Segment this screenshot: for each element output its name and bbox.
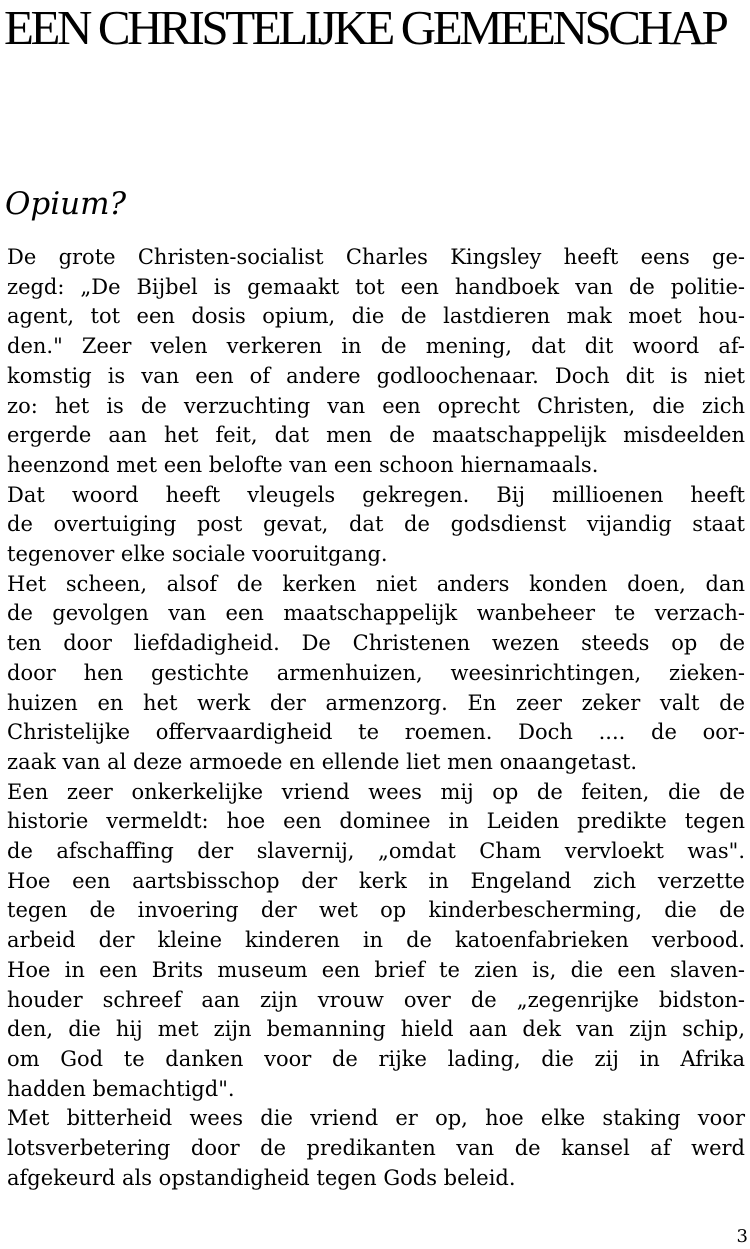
text-line: ergerde aan het feit, dat men de maatschappelijk misdeelden	[7, 423, 745, 448]
text-line: arbeid der kleine kinderen in de katoenfabrieken verbood.	[7, 928, 745, 953]
paragraph-5	[7, 1104, 745, 1193]
page-number: 3	[736, 1226, 748, 1247]
text-line: komstig is van een of andere godloochenaar. Doch dit is niet	[7, 363, 745, 388]
text-line: afgekeurd als opstandigheid tegen Gods beleid.	[7, 1165, 516, 1190]
text-line: houder schreef aan zijn vrouw over de „zegenrijke bidston-	[7, 987, 745, 1012]
text-line: om God te danken voor de rijke lading, die zij in Afrika	[7, 1046, 745, 1071]
text-line: de gevolgen van een maatschappelijk wanbeheer te verzach-	[7, 601, 745, 626]
text-line: tegenover elke sociale vooruitgang.	[7, 542, 388, 567]
paragraph-4	[7, 778, 745, 1105]
paragraph-3	[7, 570, 745, 778]
text-line: zegd: „De Bijbel is gemaakt tot een handboek van de politie-	[7, 274, 745, 299]
article-body	[7, 243, 745, 1194]
paragraph-1	[7, 243, 745, 481]
text-line: door hen gestichte armenhuizen, weesinrichtingen, zieken-	[7, 660, 745, 685]
text-line: de afschaffing der slavernij, „omdat Cham vervloekt was".	[7, 839, 745, 864]
text-line: Met bitterheid wees die vriend er op, hoe elke staking voor	[7, 1106, 745, 1131]
text-line: De grote Christen-socialist Charles Kingsley heeft eens ge-	[7, 245, 745, 269]
text-line: de overtuiging post gevat, dat de godsdienst vijandig staat	[7, 512, 745, 537]
text-line: den, die hij met zijn bemanning hield aan dek van zijn schip,	[7, 1017, 745, 1042]
text-line: Dat woord heeft vleugels gekregen. Bij millioenen heeft	[7, 482, 745, 507]
text-line: Hoe een aartsbisschop der kerk in Engeland zich verzette	[7, 868, 745, 893]
text-line: Het scheen, alsof de kerken niet anders konden doen, dan	[7, 571, 745, 596]
text-line: tegen de invoering der wet op kinderbescherming, die de	[7, 898, 745, 923]
section-title: Opium?	[5, 186, 127, 222]
text-line: hadden bemachtigd".	[7, 1076, 235, 1101]
text-line: Een zeer onkerkelijke vriend wees mij op de feiten, die de	[7, 779, 745, 804]
text-line: zaak van al deze armoede en ellende liet men onaangetast.	[7, 749, 638, 774]
text-line: lotsverbetering door de predikanten van de kansel af werd	[7, 1136, 745, 1161]
text-line: agent, tot een dosis opium, die de lastdieren mak moet hou-	[7, 304, 745, 329]
text-line: historie vermeldt: hoe een dominee in Leiden predikte tegen	[7, 809, 745, 834]
text-line: huizen en het werk der armenzorg. En zeer zeker valt de	[7, 690, 745, 715]
paragraph-2	[7, 481, 745, 570]
text-line: zo: het is de verzuchting van een oprecht Christen, die zich	[7, 393, 745, 418]
text-line: Christelijke offervaardigheid te roemen. Doch .... de oor-	[7, 720, 745, 745]
text-line: Hoe in een Brits museum een brief te zien is, die een slaven-	[7, 957, 745, 982]
text-line: den." Zeer velen verkeren in de mening, dat dit woord af-	[7, 334, 745, 359]
text-line: ten door liefdadigheid. De Christenen wezen steeds op de	[7, 631, 745, 656]
text-line: heenzond met een belofte van een schoon hiernamaals.	[7, 452, 599, 477]
running-header: EEN CHRISTELIJKE GEMEENSCHAP	[4, 0, 726, 55]
